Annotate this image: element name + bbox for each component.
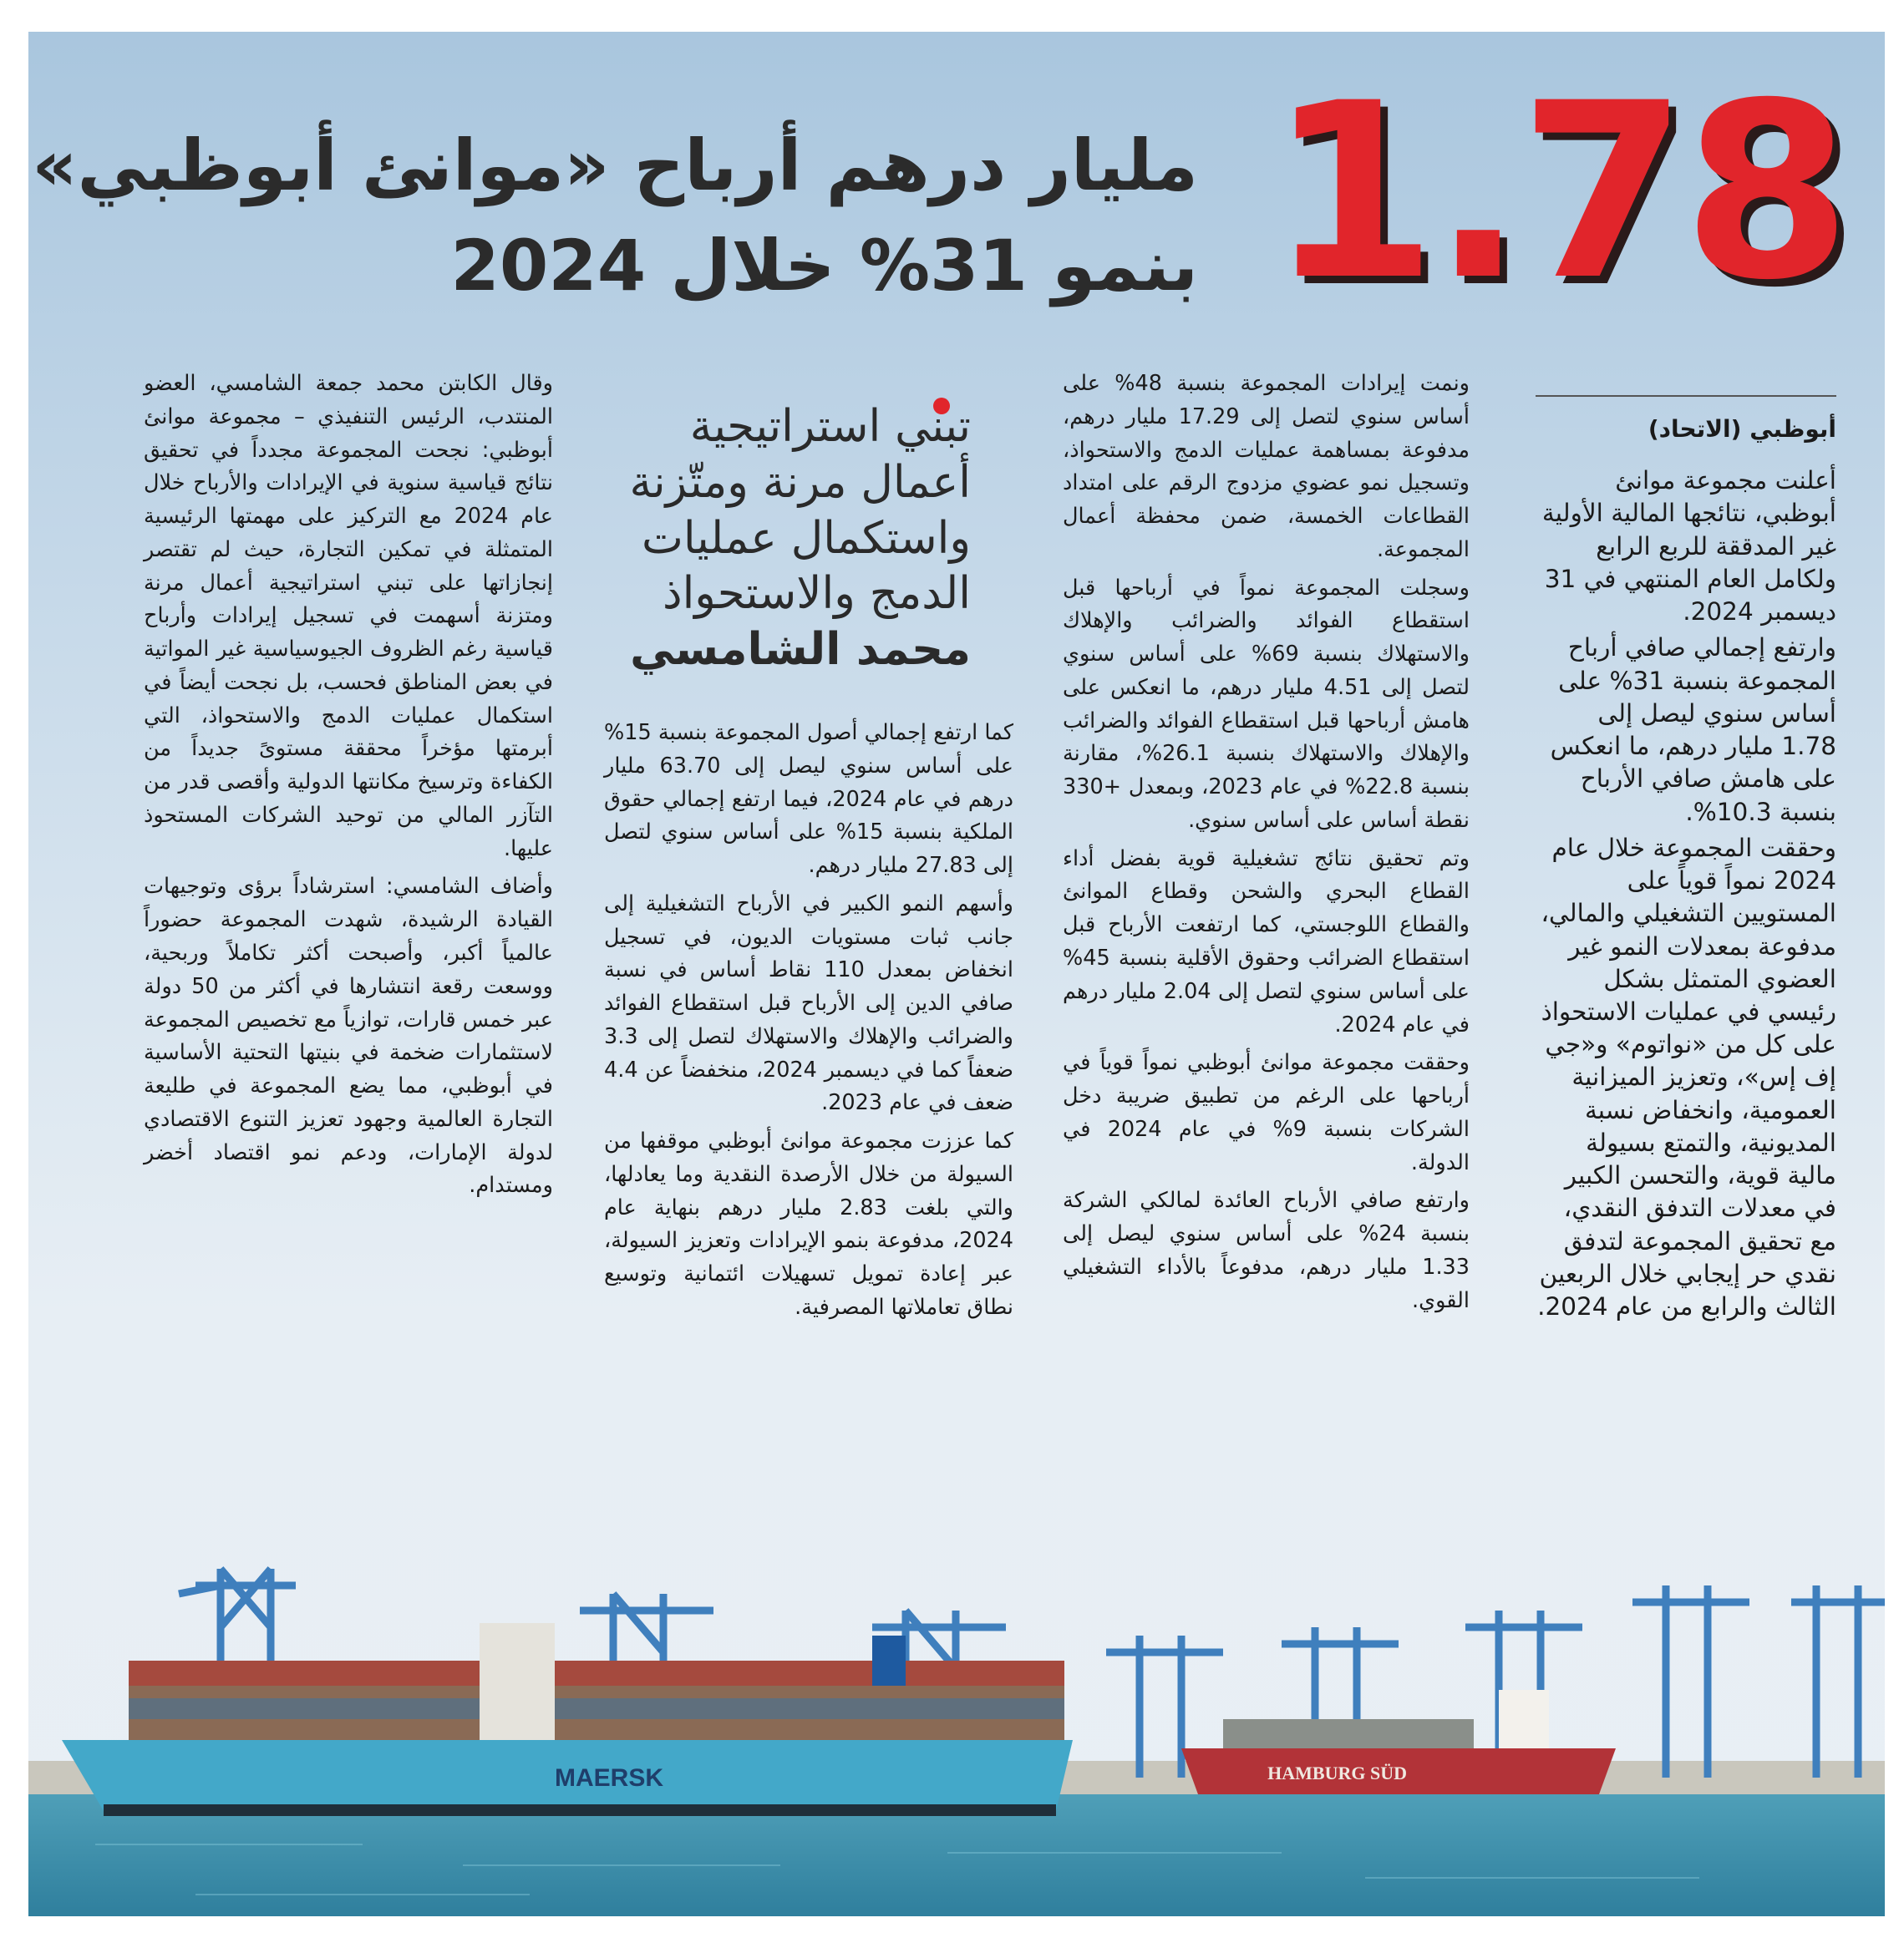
crane-icon — [1791, 1585, 1885, 1778]
intro-paragraph: وارتفع إجمالي صافي أرباح المجموعة بنسبة 31% على أساس سنوي ليصل إلى 1.78 مليار درهم، ما انعكس على هامش صافي الأرباح بنسبة 10.3%. — [1550, 633, 1836, 826]
body-paragraph: كما عززت مجموعة موانئ أبوظبي موقفها من السيولة من خلال الأرصدة النقدية وما يعادلها، والتي بلغت 2.83 مليار درهم بنهاية عام 2024، مدفوعة بنمو الإيرادات وتعزيز السيولة، عبر إعادة تمويل تسهيلات ائتمانية وتوسيع نطاق تعاملاتها المصرفية. — [604, 1129, 1014, 1321]
newspaper-page — [28, 32, 1885, 1916]
body-paragraph: كما ارتفع إجمالي أصول المجموعة بنسبة 15% على أساس سنوي ليصل إلى 63.70 مليار درهم في عام 2024، فيما ارتفع إجمالي حقوق الملكية بنسبة 15% على أساس سنوي لتصل إلى 27.83 مليار درهم. — [604, 720, 1014, 879]
intro-paragraph: أعلنت مجموعة موانئ أبوظبي، نتائجها المالية الأولية غير المدققة للربع الرابع ولكامل العام المنتهي في 31 ديسمبر 2024. — [1541, 466, 1836, 627]
column-divider — [1536, 395, 1836, 397]
body-paragraph: ونمت إيرادات المجموعة بنسبة 48% على أساس سنوي لتصل إلى 17.29 مليار درهم، مدفوعة بمساهمة عمليات الدمج والاستحواذ، وتسجيل نمو عضوي مزدوج الرقم على امتداد القطاعات الخمسة، ضمن محفظة أعمال المجموعة. — [1063, 371, 1470, 562]
headline-line-2: بنمو 31% خلال 2024 — [450, 225, 1198, 307]
maersk-ship — [62, 1623, 1073, 1816]
port-photo — [28, 1535, 1885, 1916]
pull-quote-author: محمد الشامسي — [630, 624, 971, 676]
body-paragraph: وحققت مجموعة موانئ أبوظبي نمواً قوياً في أرباحها على الرغم من تطبيق ضريبة دخل الشركات بنسبة 9% في عام 2024 في الدولة. — [1063, 1050, 1470, 1175]
body-column-4 — [144, 368, 553, 1208]
pull-quote — [578, 399, 971, 678]
hamburg-sud-ship — [1181, 1690, 1616, 1794]
headline-big-number: 1.78 — [1268, 52, 1846, 333]
dateline: أبوظبي (الاتحاد) — [1648, 415, 1836, 443]
body-column-2 — [1063, 368, 1470, 1322]
body-paragraph: وأضاف الشامسي: استرشاداً برؤى وتوجيهات القيادة الرشيدة، شهدت المجموعة حضوراً عالمياً أكبر، وأصبحت أكثر تكاملاً وربحية، ووسعت رقعة انتشارها في أكثر من 50 دولة عبر خمس قارات، توازياً مع تخصيص المجموعة لاستثمارات ضخمة في بنيتها التحتية الأساسية في أبوظبي، مما يضع المجموعة في طليعة التجارة العالمية وجهود تعزيز التنوع الاقتصادي لدولة الإمارات، ودعم نمو اقتصاد أخضر ومستدام. — [144, 874, 553, 1199]
maersk-label: MAERSK — [554, 1764, 663, 1792]
crane-icon — [1632, 1585, 1749, 1778]
body-paragraph: وسجلت المجموعة نمواً في أرباحها قبل استقطاع الفوائد والضرائب والإهلاك والاستهلاك بنسبة 69% على أساس سنوي لتصل إلى 4.51 مليار درهم، ما انعكس على هامش أرباحها قبل استقطاع الفوائد والضرائب والإهلاك والاستهلاك بنسبة 26.1%، مقارنة بنسبة 22.8% في عام 2023، وبمعدل +330 نقطة أساس على أساس سنوي. — [1063, 575, 1470, 833]
body-paragraph: وارتفع صافي الأرباح العائدة لمالكي الشركة بنسبة 24% على أساس سنوي ليصل إلى 1.33 مليار درهم، مدفوعاً بالأداء التشغيلي القوي. — [1063, 1188, 1470, 1313]
headline-line-1: مليار درهم أرباح «موانئ أبوظبي» — [32, 124, 1198, 206]
body-paragraph: وقال الكابتن محمد جمعة الشامسي، العضو المنتدب، الرئيس التنفيذي – مجموعة موانئ أبوظبي: نجحت المجموعة مجدداً في تحقيق نتائج قياسية سنوية في الإيرادات والأرباح خلال عام 2024 مع التركيز على مهمتها الرئيسية المتمثلة في تمكين التجارة، حيث لم تقتصر إنجازاتها على تبني استراتيجية أعمال مرنة ومتزنة أسهمت في تسجيل إيرادات وأرباح قياسية رغم الظروف الجيوسياسية غير المواتية في بعض المناطق فحسب، بل نجحت أيضاً في استكمال عمليات الدمج والاستحواذ، التي أبرمتها مؤخراً محققة مستوىً جديداً من الكفاءة وترسيخ مكانتها الدولية وأقصى قدر من التآزر المالي من توحيد الشركات المستحوذ عليها. — [144, 371, 553, 861]
body-paragraph: وأسهم النمو الكبير في الأرباح التشغيلية إلى جانب ثبات مستويات الديون، في تسجيل انخفاض بمعدل 110 نقاط أساس في نسبة صافي الدين إلى الأرباح قبل استقطاع الفوائد والضرائب والإهلاك والاستهلاك لتصل إلى 3.3 ضعفاً كما في ديسمبر 2024، منخفضاً عن 4.4 ضعف في عام 2023. — [604, 890, 1013, 1116]
hamburg-sud-label: HAMBURG SÜD — [1267, 1763, 1407, 1783]
intro-column — [1536, 395, 1836, 1327]
body-column-3 — [604, 717, 1013, 1330]
body-paragraph: وتم تحقيق نتائج تشغيلية قوية بفضل أداء القطاع البحري والشحن وقطاع الموانئ والقطاع اللوجستي، كما ارتفعت الأرباح قبل استقطاع الضرائب وحقوق الأقلية بنسبة 45% على أساس سنوي لتصل إلى 2.04 مليار درهم في عام 2024. — [1063, 845, 1470, 1037]
intro-paragraph: وحققت المجموعة خلال عام 2024 نمواً قوياً على المستويين التشغيلي والمالي، مدفوعة بمعدلات النمو غير العضوي المتمثل بشكل رئيسي في عمليات الاستحواذ على كل من «نواتوم» و«جي إف إس»، وتعزيز الميزانية العمومية، وانخفاض نسبة المديونية، والتمتع بسيولة مالية قوية، والتحسن الكبير في معدلات التدفق النقدي، مع تحقيق المجموعة لتدفق نقدي حر إيجابي خلال الربعين الثالث والرابع من عام 2024. — [1537, 833, 1836, 1322]
pull-quote-text: تبني استراتيجية أعمال مرنة ومتّزنة واستكمال عمليات الدمج والاستحواذ — [629, 401, 971, 620]
